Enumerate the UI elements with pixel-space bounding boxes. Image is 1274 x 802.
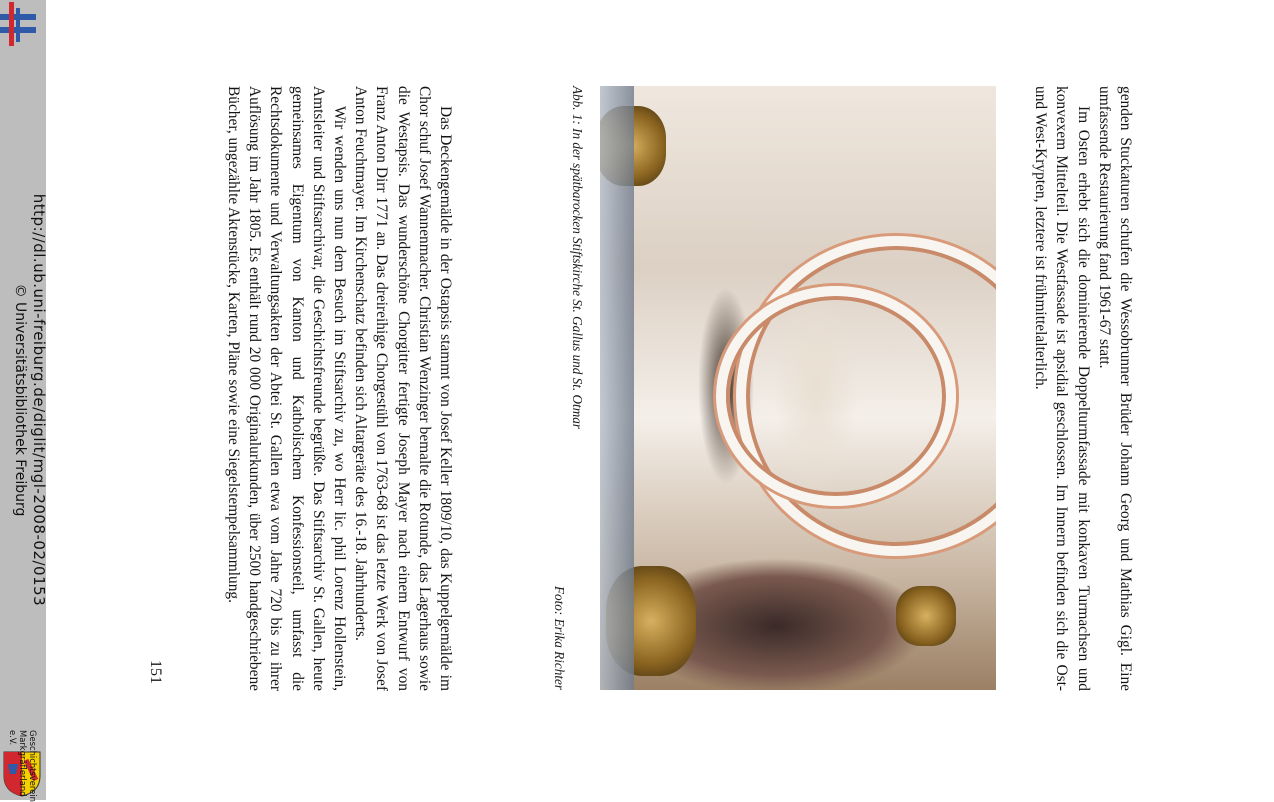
photo-credit: Foto: Erika Richter xyxy=(552,585,567,690)
paragraph: genden Stuckaturen schufen die Wessobrunner Brüder Johann Georg und Mathias Gigl. Eine umfassende Restaurierung fand 1961-67 statt. xyxy=(1095,86,1134,691)
paragraph: Wir wenden uns nun dem Besuch im Stiftsarchiv zu, wo Herr lic. phil Lorenz Hollenstein, Amtsleiter und Stiftsarchivar, die Geschichtsfreunde begrüßte. Das Stiftsarchiv St. Gallen, heute gemeinsames Eigentum von Kanton und Katholischem Konfessionsteil, umfasst die Rechtsdokumente und Verwaltungsakten der Abtei St. Gallen etwa vom Jahre 720 bis zu ihrer Auflösung im Jahr 1805. Es enthält rund 20 000 Originalurkunden, über 2500 handgeschriebene Bücher, ungezählte Aktenstücke, Karten, Pläne sowie eine Siegelstempelsammlung. xyxy=(224,86,348,691)
top-text-block xyxy=(1030,86,1136,691)
society-line-1: Geschichtsverein xyxy=(28,730,38,802)
footer-url-link[interactable]: http://dl.ub.uni-freiburg.de/diglit/mgl-2008-02/0153 xyxy=(30,193,48,607)
society-label xyxy=(8,730,38,800)
caption-text: Abb. 1: In der spätbarocken Stiftskirche St. Gallus und St. Otmar xyxy=(570,86,585,429)
document-page xyxy=(46,0,1274,800)
society-line-2: Markgräflerland e.V. xyxy=(8,730,28,797)
church-interior-photo xyxy=(600,86,996,690)
footer-copyright: © Universitätsbibliothek Freiburg xyxy=(12,283,28,517)
paragraph: Im Osten erhebt sich die dominierende Doppelturmfassade mit konkaven Turmachsen und konvexem Mittelteil. Die Westfassade ist apsidial geschlossen. Im Innern befinden sich die Ost- und West-Krypten, letztere ist frühmittelalterlich. xyxy=(1032,86,1092,691)
paragraph: Das Deckengemälde in der Ostapsis stammt von Josef Keller 1809/10, das Kuppelgemälde im Chor schuf Josef Wannenmacher. Christian Wenzinger bemalte die Rotunde, das Lagerhaus sowie die Westapsis. Das wunderschöne Chorgitter fertigte Joseph Mayer nach einem Entwurf von Franz Anton Dirr 1771 an. Das dreireihige Chorgestühl von 1763-68 ist das letzte Werk von Josef Anton Feuchtmayer. Im Kirchenschatz befinden sich Altargeräte des 16.-18. Jahrhunderts. xyxy=(352,86,454,691)
bottom-text-block xyxy=(223,86,456,691)
page-number: 151 xyxy=(147,660,164,684)
photo-caption xyxy=(550,86,586,690)
